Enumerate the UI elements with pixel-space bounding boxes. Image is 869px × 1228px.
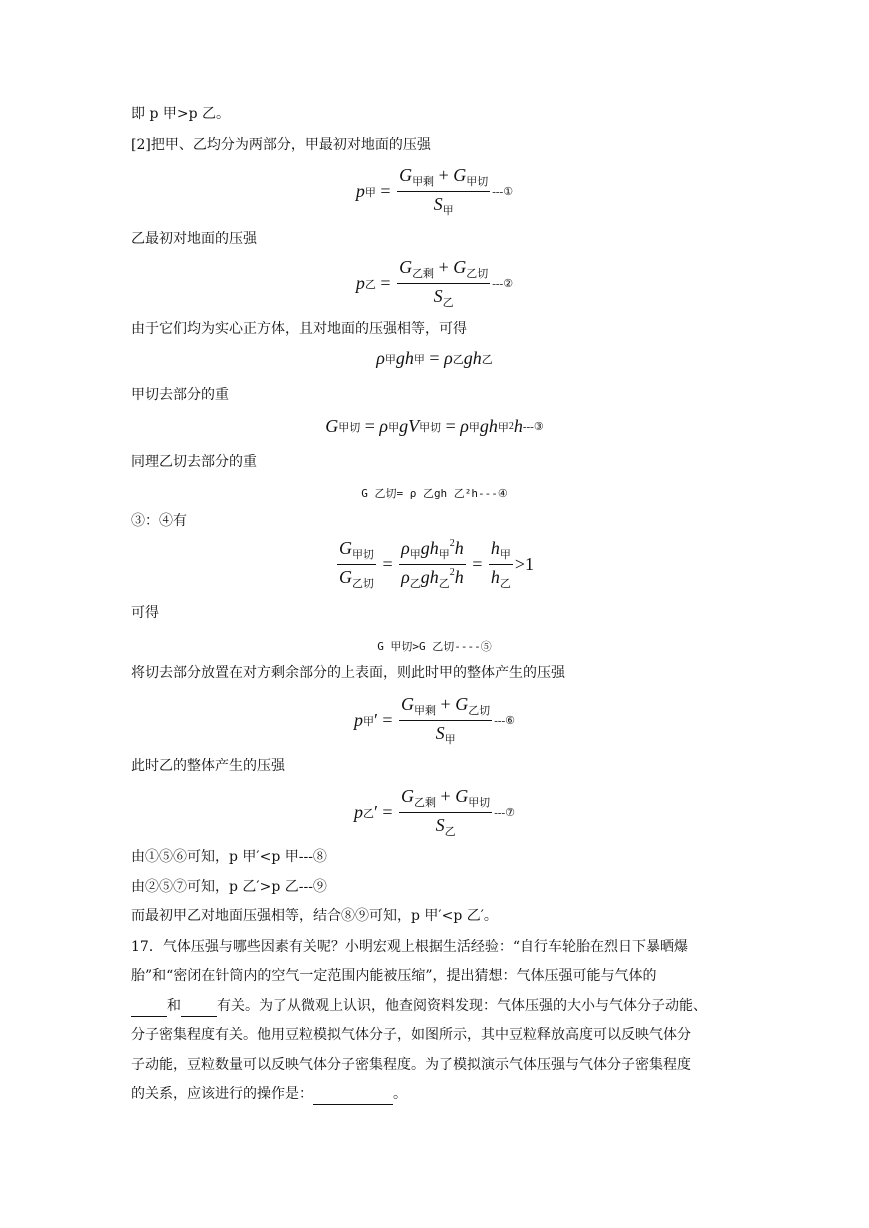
text-line: 同理乙切去部分的重 [131, 454, 257, 470]
equation-density: ρ 甲 gh 甲 = ρ 乙 gh 乙 [376, 348, 493, 368]
text-line: 而最初甲乙对地面压强相等，结合⑧⑨可知，p 甲′<p 乙′。 [131, 908, 498, 924]
question-17-line: 胎”和“密闭在针筒内的空气一定范围内能被压缩”，提出猜想：气体压强可能与气体的 [131, 968, 657, 984]
question-17-line: 分子密集程度有关。他用豆粒模拟气体分子，如图所示，其中豆粒释放高度可以反映气体分 [131, 1027, 691, 1043]
text-line: [2]把甲、乙均分为两部分，甲最初对地面的压强 [131, 137, 431, 153]
equation-marker: ---⑥ [494, 715, 516, 727]
equation-marker: ---③ [522, 421, 544, 433]
question-17-line: 的关系，应该进行的操作是： 。 [131, 1084, 407, 1105]
text-line: ③：④有 [131, 513, 187, 529]
equation-marker: ---② [492, 278, 514, 290]
equation-marker: ---⑦ [494, 807, 516, 819]
question-17-line: 17．气体压强与哪些因素有关呢？小明宏观上根据生活经验：“自行车轮胎在烈日下暴晒爆 [131, 939, 688, 955]
text-line: 由②⑤⑦可知，p 乙′>p 乙---⑨ [131, 879, 327, 895]
equation-2: p 乙 = $\frac{G_{乙剩} + G_{乙切}}{S_乙}$ ---② [355, 257, 514, 309]
answer-blank-1[interactable] [131, 996, 167, 1017]
answer-blank-3[interactable] [313, 1084, 393, 1105]
question-17-line: 和 有关。为了从微观上认识，他查阅资料发现：气体压强的大小与气体分子动能、 [131, 996, 707, 1017]
text-line: 可得 [131, 605, 159, 621]
equation-4: G 乙切= ρ 乙gh 乙²h---④ [361, 487, 508, 500]
equation-6: p 甲 ′ = $\frac{G_{甲剩} + G_{乙切}}{S_甲}$ ---⑥ [353, 694, 516, 746]
equation-marker: ---① [492, 186, 514, 198]
question-17-line: 子动能，豆粒数量可以反映气体分子密集程度。为了模拟演示气体压强与气体分子密集程度 [131, 1057, 691, 1073]
answer-blank-2[interactable] [181, 996, 217, 1017]
equation-1: p 甲 = $\frac{G_{甲剩} + G_{甲切}}{S_甲}$ ---① [355, 165, 514, 217]
text-line: 由于它们均为实心正方体，且对地面的压强相等，可得 [131, 321, 467, 337]
text-line: 此时乙的整体产生的压强 [131, 758, 285, 774]
text-line: 甲切去部分的重 [131, 387, 229, 403]
equation-ratio: $\frac{G_{甲切}}{G_{乙切}}$ = $\frac{\rho_甲gh_甲^2h}{\rho_乙gh_乙^2h}$ = $\frac{h_甲}{h_乙}$ >1 [338, 538, 535, 590]
equation-3: G 甲切 = ρ 甲 gV 甲切 = ρ 甲 gh 甲 2 h ---③ [325, 416, 544, 436]
equation-5: G 甲切>G 乙切----⑤ [377, 640, 492, 653]
text-line: 将切去部分放置在对方剩余部分的上表面，则此时甲的整体产生的压强 [131, 665, 565, 681]
equation-7: p 乙 ′ = $\frac{G_{乙剩} + G_{甲切}}{S_乙}$ ---⑦ [353, 786, 516, 838]
text-line: 乙最初对地面的压强 [131, 231, 257, 247]
text-line: 即 p 甲>p 乙。 [131, 106, 231, 122]
text-line: 由①⑤⑥可知，p 甲′<p 甲---⑧ [131, 849, 327, 865]
